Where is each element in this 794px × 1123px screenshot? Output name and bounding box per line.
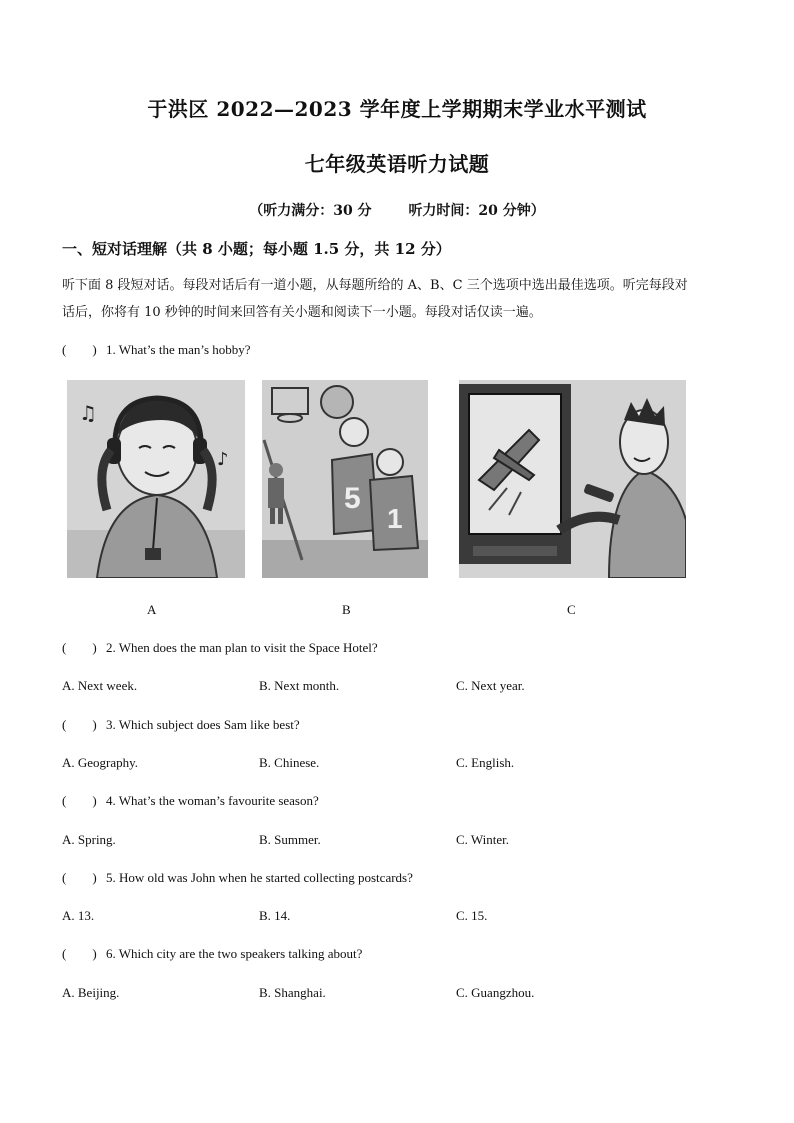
q3-option-a[interactable]: A. Geography. [62, 755, 139, 770]
q5-option-a[interactable]: A. 13. [62, 908, 95, 923]
question-6: ( ) 6. Which city are the two speakers talking about? [62, 946, 363, 961]
question-3: ( ) 3. Which subject does Sam like best? [62, 717, 300, 732]
svg-text:5: 5 [344, 482, 361, 515]
q6-option-c[interactable]: C. Guangzhou. [456, 985, 535, 1000]
score-info: （听力满分：30 分 [249, 203, 372, 219]
q3-option-c[interactable]: C. English. [456, 755, 515, 770]
svg-text:♫: ♫ [79, 401, 97, 425]
question-1: ( ) 1. What’s the man’s hobby? [62, 342, 251, 357]
section-instructions: 听下面 8 段短对话。每段对话后有一道小题，从每题所给的 A、B、C 三个选项中选出最佳选项。听完每段对 话后，你将有 10 秒钟的时间来回答有关小题和阅读下一小题。每段对话仅读一遍。 [62, 278, 688, 320]
exam-title: 于洪区 2022—2023 学年度上学期期末学业水平测试 [147, 97, 647, 121]
picture-a-label: A [147, 602, 157, 617]
question-2: ( ) 2. When does the man plan to visit the Space Hotel? [62, 640, 378, 655]
watching-tv-illustration [459, 380, 686, 578]
q4-option-a[interactable]: A. Spring. [62, 832, 116, 847]
headphones-listener-illustration [67, 380, 245, 578]
q4-option-b[interactable]: B. Summer. [259, 832, 321, 847]
q5-option-c[interactable]: C. 15. [456, 908, 488, 923]
section-heading: 一、短对话理解（共 8 小题；每小题 1.5 分，共 12 分） [62, 240, 451, 258]
q4-option-c[interactable]: C. Winter. [456, 832, 510, 847]
svg-text:♪: ♪ [217, 449, 229, 470]
q6-option-a[interactable]: A. Beijing. [62, 985, 120, 1000]
q3-option-b[interactable]: B. Chinese. [259, 755, 320, 770]
exam-info [0, 200, 794, 220]
basketball-players-illustration [262, 380, 428, 578]
q2-option-c[interactable]: C. Next year. [456, 678, 525, 693]
q2-option-b[interactable]: B. Next month. [259, 678, 340, 693]
q5-option-b[interactable]: B. 14. [259, 908, 291, 923]
svg-text:1: 1 [387, 503, 403, 534]
exam-subtitle: 七年级英语听力试题 [304, 152, 490, 176]
picture-c-label: C [567, 602, 576, 617]
q2-option-a[interactable]: A. Next week. [62, 678, 138, 693]
question-4: ( ) 4. What’s the woman’s favourite season? [62, 793, 319, 808]
picture-b-label: B [342, 602, 351, 617]
time-info: 听力时间：20 分钟） [408, 203, 545, 219]
picture-b-basketball [262, 380, 428, 578]
question-5: ( ) 5. How old was John when he started collecting postcards? [62, 870, 413, 885]
q6-option-b[interactable]: B. Shanghai. [259, 985, 326, 1000]
picture-a-headphones [67, 380, 245, 578]
picture-c-watching-tv [459, 380, 686, 578]
